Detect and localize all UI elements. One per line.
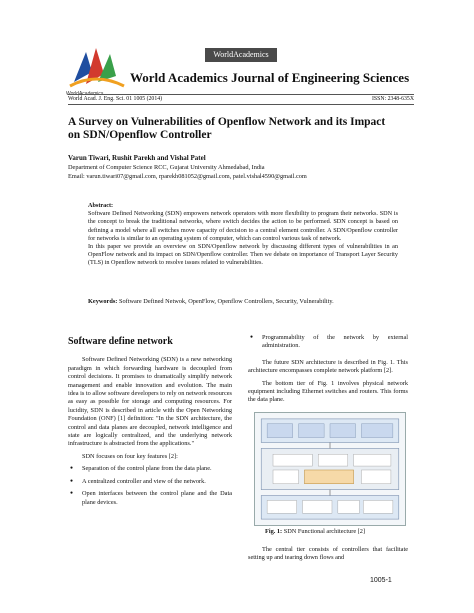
journal-title: World Academics Journal of Engineering Sciences — [130, 70, 410, 85]
figure-caption — [265, 528, 365, 535]
body-paragraph: Software Defined Networking (SDN) is a new networking paradigm in which forwarding hardware is decoupled from control decisions. It promises to dramatically simplify network management and enable innovation and evolution. The main idea is to allow software developers to rely on network resources as easy as possible for storage and computing resources. For lucidity, SDN is described in article with the Open Networking Foundation (ONF) [1] definition: "In the SDN architecture, the control and data planes are decoupled, network intelligence and state are logically centralized, and the underlying network infrastructure is abstracted from the applications." — [68, 356, 232, 448]
sdn-architecture-figure — [254, 412, 406, 526]
keywords — [88, 298, 398, 305]
right-column — [248, 330, 408, 409]
feature-list — [68, 465, 232, 507]
keywords-label: Keywords: — [88, 298, 118, 305]
authors: Varun Tiwari, Rushit Parekh and Vishal Patel — [68, 154, 206, 162]
logo-caption: WorldAcademics — [66, 91, 104, 97]
figure-label: Fig. 1: — [265, 528, 283, 535]
abstract-paragraph-2: In this paper we provide an overview on SDN/Openflow network by discussing different types of vulnerabilities in an OpenFlow network and its impact on SDN/Openflow controller. Then we debate on importance of Transport Layer Security (TLS) in Openflow network to resolve issues related to vulnerabilities. — [88, 243, 398, 267]
abstract-paragraph-1: Software Defined Networking (SDN) empowers network operators with more flexibility to program their networks. SDN is the concept to break the traditional networks, where switch decides the action to be performed. SDN concept is based on defining a model where all switches move capacity of decision to a central element controller. A SDN/Openflow controller for networks is similar to an operating system of computer, which can control various task of network. — [88, 210, 398, 242]
list-item: ● A centralized controller and view of the network. — [68, 478, 232, 486]
body-paragraph: The central tier consists of controllers that facilitate setting up and tearing down flows and — [248, 546, 408, 562]
email-line: Email: varun.tiwari07@gmail.com, rparekh081052@gmail.com, patel.vishal4590@gmail.com — [68, 172, 307, 180]
right-column-continued — [248, 546, 408, 567]
page-number: 1005-1 — [370, 577, 392, 584]
body-paragraph: SDN focuses on four key features [2]: — [82, 452, 178, 460]
left-column — [68, 338, 232, 511]
list-item: ● Open interfaces between the control plane and the Data plane devices. — [68, 490, 232, 507]
issn: ISSN: 2348-635X — [371, 96, 414, 102]
world-academics-logo — [66, 42, 128, 96]
list-item: ● Programmability of the network by external administration. — [248, 334, 408, 351]
citation-row — [68, 96, 414, 102]
list-item: ● Separation of the control plane from the data plane. — [68, 465, 232, 473]
abstract — [88, 202, 398, 268]
section-heading: Software define network — [68, 336, 173, 347]
affiliation-block — [68, 164, 307, 181]
affiliation: Department of Computer Science RCC, Gujarat University Ahmedabad, India — [68, 164, 265, 171]
citation: World Acad. J. Eng. Sci. 01 1005 (2014) — [68, 96, 163, 102]
keywords-text: Software Defined Netwok, OpenFlow, Openflow Controllers, Security, Vulnerability. — [117, 298, 334, 305]
feature-list-continued — [248, 334, 408, 351]
body-paragraph: The bottom tier of Fig. 1 involves physical network equipment including Ethernet switches and routers. This forms the data plane. — [248, 379, 408, 404]
figure-caption-text: SDN Functional architecture [2] — [282, 528, 366, 535]
paper-title: A Survey on Vulnerabilities of Openflow Network and its Impact on SDN/Openflow Controller — [68, 116, 386, 141]
header-rule-bottom — [68, 104, 414, 105]
body-paragraph: The future SDN architecture is described in Fig. 1. This architecture encompasses complete network platform [2]. — [248, 358, 408, 375]
header-rule-top — [68, 94, 414, 95]
abstract-heading: Abstract: — [88, 202, 114, 209]
publisher-tag: WorldAcademics — [205, 48, 277, 62]
